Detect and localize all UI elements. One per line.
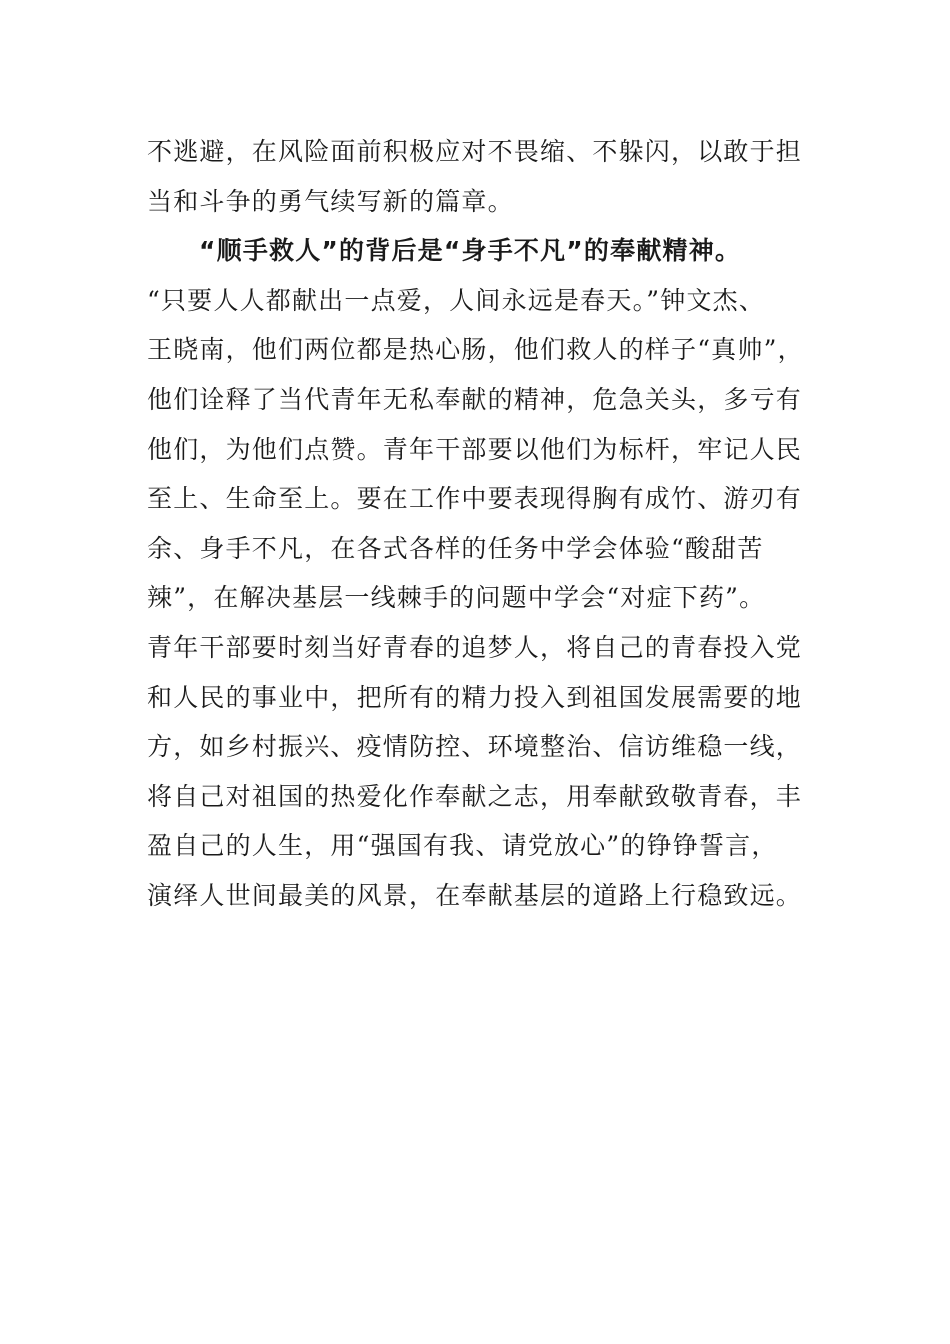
text-line: 王晓南，他们两位都是热心肠，他们救人的样子“真帅”， xyxy=(147,335,804,365)
paragraph-dedication xyxy=(147,226,807,920)
text-line: 不逃避，在风险面前积极应对不畏缩、不躲闪，以敢于担 xyxy=(147,137,803,166)
text-line: 至上、生命至上。要在工作中要表现得胸有成竹、游刃有 xyxy=(147,484,803,514)
text-line: 当和斗争的勇气续写新的篇章。 xyxy=(147,186,514,216)
text-line: 方，如乡村振兴、疫情防控、环境整治、信访维稳一线， xyxy=(147,732,803,762)
text-line: “只要人人都献出一点爱，人间永远是春天。”钟文杰、 xyxy=(147,285,766,315)
text-line: 余、身手不凡，在各式各样的任务中学会体验“酸甜苦 xyxy=(147,533,764,563)
document-body xyxy=(147,127,807,921)
text-line: 他们，为他们点赞。青年干部要以他们为标杆，牢记人民 xyxy=(147,434,803,464)
text-line: 青年干部要时刻当好青春的追梦人，将自己的青春投入党 xyxy=(147,632,803,662)
text-line: 演绎人世间最美的风景，在奉献基层的道路上行稳致远。 xyxy=(147,880,803,910)
text-line: 和人民的事业中，把所有的精力投入到祖国发展需要的地 xyxy=(147,682,803,712)
paragraph-heading: “顺手救人”的背后是“身手不凡”的奉献精神。 xyxy=(199,236,742,266)
text-line: 将自己对祖国的热爱化作奉献之志，用奉献致敬青春，丰 xyxy=(147,781,803,811)
text-line: 盈自己的人生，用“强国有我、请党放心”的铮铮誓言， xyxy=(147,831,778,861)
paragraph-continued xyxy=(147,127,807,226)
text-line: 他们诠释了当代青年无私奉献的精神，危急关头，多亏有 xyxy=(147,384,803,414)
text-line: 辣”，在解决基层一线棘手的问题中学会“对症下药”。 xyxy=(147,583,766,613)
